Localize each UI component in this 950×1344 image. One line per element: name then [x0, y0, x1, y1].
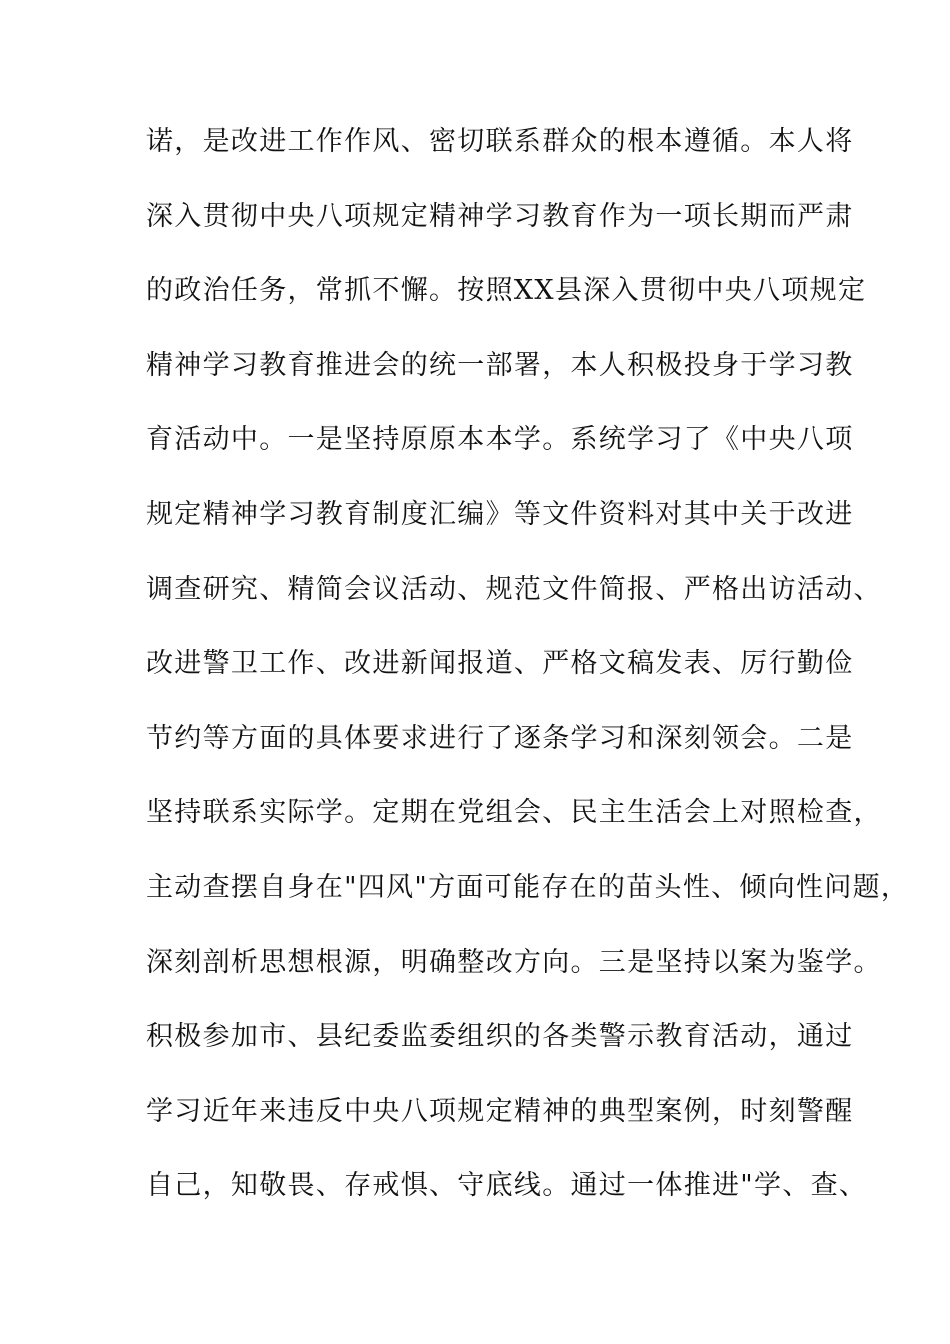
text-line: 自己，知敬畏、存戒惧、守底线。通过一体推进"学、查、: [146, 1170, 868, 1202]
text-line: 诺，是改进工作作风、密切联系群众的根本遵循。本人将: [146, 126, 854, 157]
text-line: 深刻剖析思想根源，明确整改方向。三是坚持以案为鉴学。: [146, 946, 882, 978]
body-paragraph: [146, 124, 910, 1243]
text-line: 积极参加市、县纪委监委组织的各类警示教育活动，通过: [146, 1021, 854, 1053]
text-line: 育活动中。一是坚持原原本本学。系统学习了《中央八项: [146, 424, 854, 456]
text-line: 主动查摆自身在"四风"方面可能存在的苗头性、倾向性问题，: [146, 871, 910, 903]
text-line: 坚持联系实际学。定期在党组会、民主生活会上对照检查，: [146, 797, 882, 829]
text-line: 规定精神学习教育制度汇编》等文件资料对其中关于改进: [146, 498, 854, 530]
text-line: 精神学习教育推进会的统一部署，本人积极投身于学习教: [146, 349, 854, 381]
text-line: 节约等方面的具体要求进行了逐条学习和深刻领会。二是: [146, 722, 854, 754]
text-line: 学习近年来违反中央八项规定精神的典型案例，时刻警醒: [146, 1095, 854, 1127]
text-line: 改进警卫工作、改进新闻报道、严格文稿发表、厉行勤俭: [146, 648, 854, 680]
text-line: 深入贯彻中央八项规定精神学习教育作为一项长期而严肃: [146, 200, 854, 232]
text-line: 调查研究、精简会议活动、规范文件简报、严格出访活动、: [146, 573, 882, 605]
text-line: 的政治任务，常抓不懈。按照XX县深入贯彻中央八项规定: [146, 275, 867, 307]
